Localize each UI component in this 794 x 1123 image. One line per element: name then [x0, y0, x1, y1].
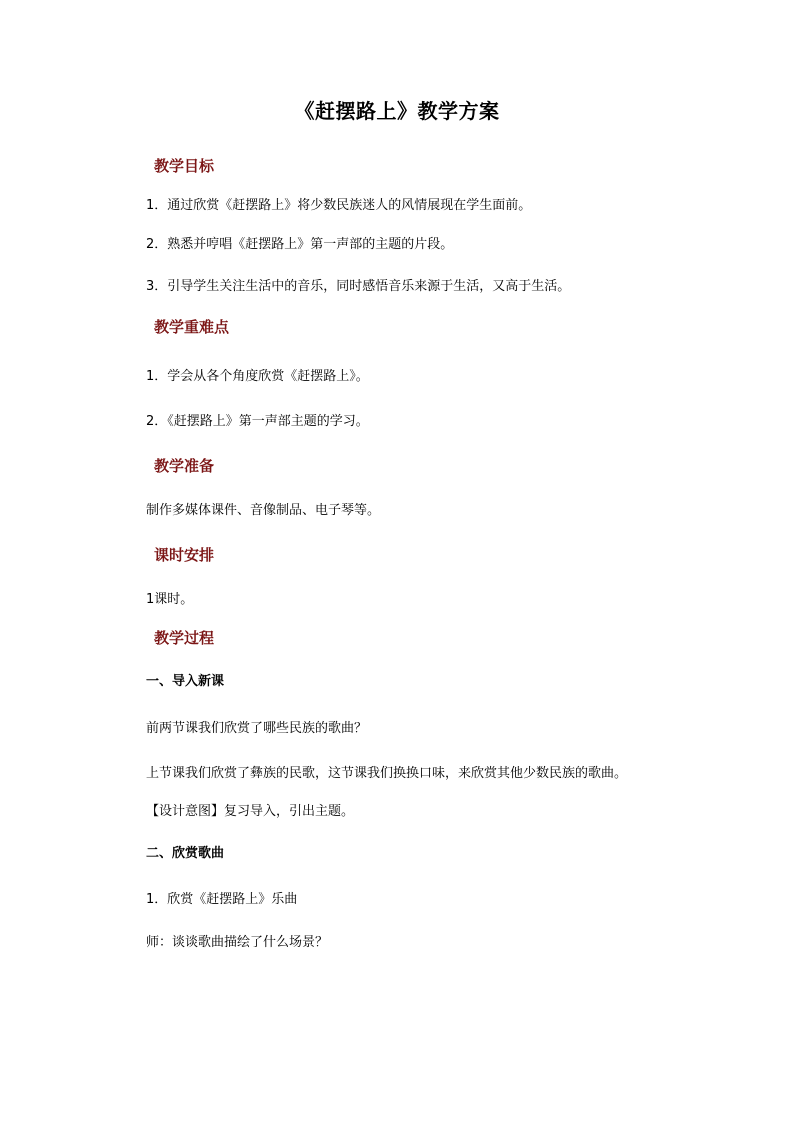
process-part2-heading: 二、欣赏歌曲: [146, 846, 225, 861]
preparation-text: 制作多媒体课件、音像制品、电子琴等。: [146, 503, 381, 518]
schedule-text: 1课时。: [146, 592, 194, 607]
section-heading-objectives: 教学目标: [154, 157, 215, 175]
section-heading-key-points: 教学重难点: [154, 318, 230, 336]
objective-item-1: 1．通过欣赏《赶摆路上》将少数民族迷人的风情展现在学生面前。: [146, 198, 532, 213]
process-part1-line-2: 上节课我们欣赏了彝族的民歌，这节课我们换换口味，来欣赏其他少数民族的歌曲。: [146, 766, 628, 781]
process-part1-line-3: 【设计意图】复习导入，引出主题。: [146, 804, 355, 819]
document-title: 《赶摆路上》教学方案: [294, 99, 500, 123]
key-point-item-1: 1．学会从各个角度欣赏《赶摆路上》。: [146, 369, 369, 384]
process-part2-line-2: 师：谈谈歌曲描绘了什么场景？: [146, 935, 329, 950]
section-heading-schedule: 课时安排: [154, 546, 215, 564]
process-part1-line-1: 前两节课我们欣赏了哪些民族的歌曲？: [146, 721, 368, 736]
section-heading-process: 教学过程: [154, 629, 215, 647]
key-point-item-2: 2．《赶摆路上》第一声部主题的学习。: [146, 414, 369, 429]
process-part1-heading: 一、导入新课: [146, 674, 225, 689]
process-part2-line-1: 1．欣赏《赶摆路上》乐曲: [146, 892, 298, 907]
objective-item-3: 3．引导学生关注生活中的音乐，同时感悟音乐来源于生活，又高于生活。: [146, 279, 571, 294]
objective-item-2: 2．熟悉并哼唱《赶摆路上》第一声部的主题的片段。: [146, 237, 454, 252]
section-heading-preparation: 教学准备: [154, 457, 215, 475]
